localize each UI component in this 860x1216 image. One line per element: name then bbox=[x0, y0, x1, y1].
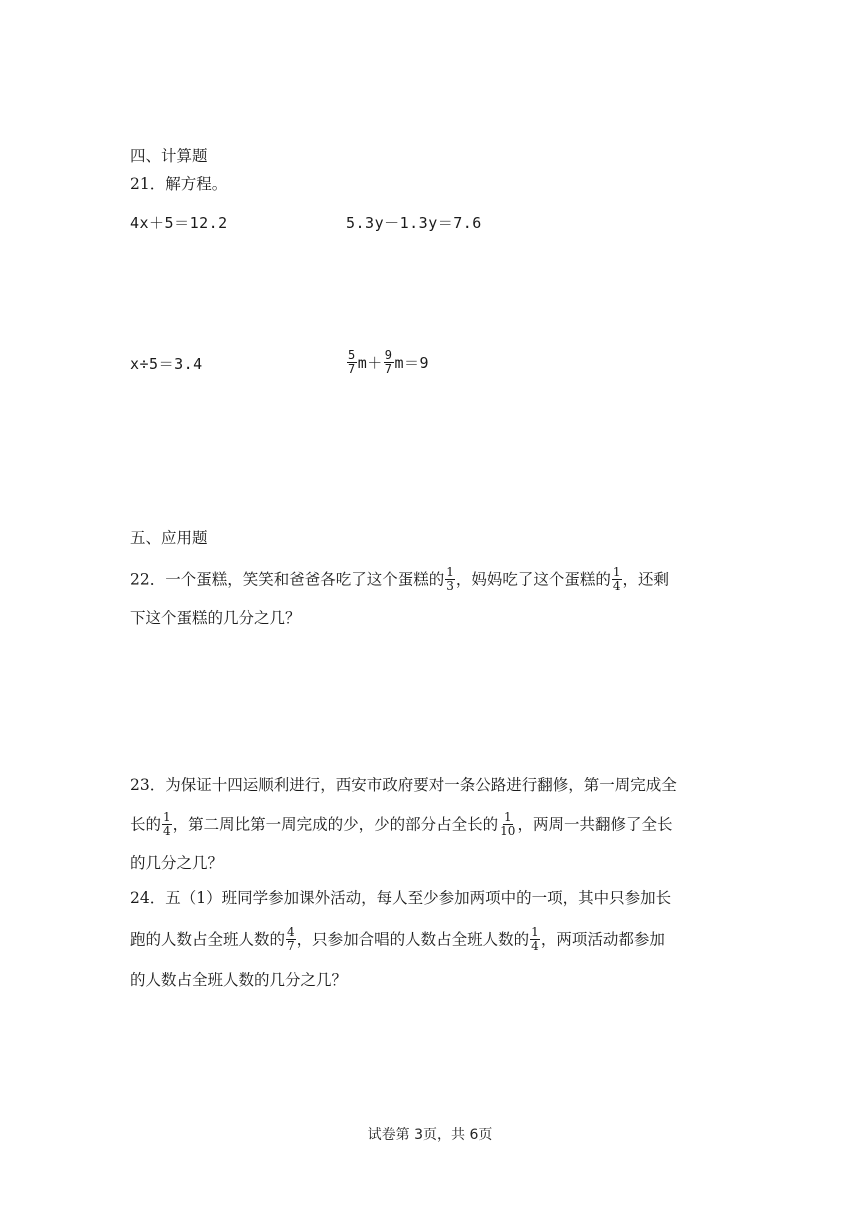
fraction: $\frac{5}{7}$ bbox=[348, 348, 356, 376]
fraction: $\frac{1}{4}$ bbox=[531, 925, 539, 953]
question-23-line-2: 长的 $\frac{1}{4}$ ，第二周比第一周完成的少，少的部分占全长的 $\frac{1}{10}$ ，两周一共翻修了全长 bbox=[130, 810, 673, 838]
fraction: $\frac{9}{7}$ bbox=[384, 348, 393, 376]
question-21-title: 21．解方程。 bbox=[130, 175, 228, 193]
question-24-line-3: 的人数占全班人数的几分之几？ bbox=[130, 971, 348, 989]
equation-4: $\frac{5}{7}$ m＋ $\frac{9}{7}$ m＝9 bbox=[348, 348, 430, 376]
fraction: $\frac{1}{3}$ bbox=[446, 565, 454, 593]
equation-2: 5.3y－1.3y＝7.6 bbox=[346, 214, 482, 232]
question-23-line-1: 23．为保证十四运顺利进行，西安市政府要对一条公路进行翻修，第一周完成全 bbox=[130, 776, 677, 794]
question-22-line-2: 下这个蛋糕的几分之几？ bbox=[130, 609, 301, 627]
page-footer: 试卷第 3页，共 6页 bbox=[367, 1127, 493, 1143]
equation-1: 4x＋5＝12.2 bbox=[130, 214, 228, 232]
fraction: $\frac{1}{4}$ bbox=[163, 810, 171, 838]
question-23-line-3: 的几分之几？ bbox=[130, 854, 224, 872]
equation-3: x÷5＝3.4 bbox=[130, 355, 203, 373]
question-24-line-1: 24．五（1）班同学参加课外活动，每人至少参加两项中的一项，其中只参加长 bbox=[130, 889, 672, 907]
question-24-line-2: 跑的人数占全班人数的 $\frac{4}{7}$ ，只参加合唱的人数占全班人数的 $\frac{1}{4}$ ，两项活动都参加 bbox=[130, 925, 665, 953]
fraction: $\frac{1}{4}$ bbox=[612, 565, 621, 593]
section-heading-application: 五、应用题 bbox=[130, 529, 208, 547]
fraction: $\frac{4}{7}$ bbox=[287, 925, 295, 953]
question-22-line-1: 22．一个蛋糕，笑笑和爸爸各吃了这个蛋糕的 $\frac{1}{3}$ ，妈妈吃了这个蛋糕的 $\frac{1}{4}$ ，还剩 bbox=[130, 565, 670, 593]
section-heading-calculation: 四、计算题 bbox=[130, 147, 208, 165]
fraction: $\frac{1}{10}$ bbox=[500, 810, 516, 838]
